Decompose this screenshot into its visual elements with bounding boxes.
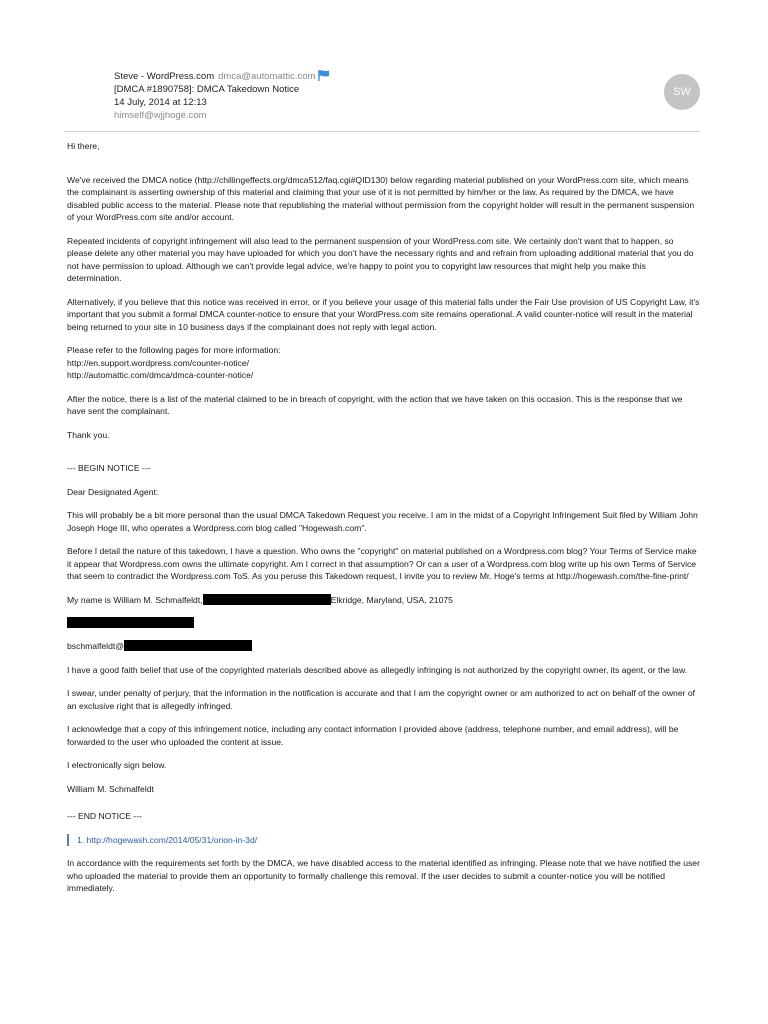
email-prefix: bschmalfeldt@ bbox=[67, 641, 124, 651]
redacted-address bbox=[203, 594, 331, 605]
notice-paragraph-question: Before I detail the nature of this takedown, I have a question. Who owns the "copyright" on material published on a Wordpress.com blog? Your Terms of Service make it appear that Wordpress.com owns the ultimate copyright. Am I correct in that assumption? Or can a user of a Wordpress.com blog write up his own Terms of Service that seem to contradict the Wordpress.com ToS. As you peruse this Takedown request, I invite you to review Mr. Hoge's terms at http://hogewash.com/the-fine-print/ bbox=[67, 546, 697, 581]
paragraph-after-notice: After the notice, there is a list of the material claimed to be in breach of copyright, with the action that we have taken on this occasion. This is the response that we have sent the complainant. bbox=[67, 393, 683, 416]
name-suffix: Elkridge, Maryland, USA, 21075 bbox=[330, 594, 453, 605]
sender-name[interactable]: Steve - WordPress.com bbox=[114, 71, 215, 82]
begin-notice-marker: --- BEGIN NOTICE --- bbox=[67, 463, 151, 473]
flag-icon[interactable] bbox=[318, 70, 330, 85]
redacted-email-domain bbox=[124, 640, 252, 651]
notice-email-line bbox=[67, 640, 701, 653]
paragraph-dmca-received: We've received the DMCA notice (http://chillingeffects.org/dmca512/faq.cgi#QID130) below regarding material published on your WordPress.com site, which means the complainant is asserting ownership of this material and claiming that your use of it is not permitted by him/her or the law. As required by the DMCA, we have disabled public access to the material. Please note that republishing the material without permission from the copyright holder will result in the permanent suspension of your WordPress.com site and/or account. bbox=[67, 174, 695, 222]
paragraph-more-info bbox=[67, 344, 701, 382]
thank-you: Thank you. bbox=[67, 429, 110, 440]
dmca-counter-notice-link[interactable]: http://automattic.com/dmca/dmca-counter-notice/ bbox=[67, 370, 254, 380]
signature: William M. Schmalfeldt bbox=[67, 783, 154, 794]
notice-name-line bbox=[67, 594, 701, 607]
paragraph-counter-notice: Alternatively, if you believe that this notice was received in error, or if you believe your usage of this material falls under the Fair Use provision of US Copyright Law, it's important that you submit a formal DMCA counter-notice to ensure that your WordPress.com site remains operational. A valid counter-notice will result in the material being returned to your site in 10 business days if the complainant does not reply with legal action. bbox=[67, 296, 700, 332]
greeting: Hi there, bbox=[67, 141, 100, 151]
notice-good-faith: I have a good faith belief that use of the copyrighted materials described above as allegedly infringing is not authorized by the copyright owner, its agent, or the law. bbox=[67, 664, 688, 675]
subject-value: [DMCA #1890758]: DMCA Takedown Notice bbox=[114, 84, 300, 95]
email-header bbox=[0, 66, 768, 128]
name-prefix: My name is William M. Schmalfeldt, bbox=[67, 594, 203, 605]
salutation: Dear Designated Agent: bbox=[67, 486, 159, 497]
paragraph-repeated-incidents: Repeated incidents of copyright infringement will also lead to the permanent suspension of your WordPress.com site. We certainly don't want that to happen, so please delete any other material you may have uploaded for which you don't have the necessary rights and and refrain from uploading additional material that you do not have permission to upload. Although we can't provide legal advice, we're happy to point you to copyright law resources that might help you make this determination. bbox=[67, 235, 694, 283]
reference-link[interactable]: 1. http://hogewash.com/2014/05/31/orion-in-3d/ bbox=[67, 834, 701, 847]
end-notice-marker: --- END NOTICE --- bbox=[67, 811, 142, 821]
notice-sign: I electronically sign below. bbox=[67, 760, 167, 770]
sender-email[interactable]: dmca@automattic.com bbox=[218, 71, 316, 82]
redacted-phone bbox=[67, 617, 194, 628]
counter-notice-link[interactable]: http://en.support.wordpress.com/counter-notice/ bbox=[67, 357, 249, 368]
recipient-email[interactable]: himself@wjjhoge.com bbox=[114, 110, 207, 121]
header-divider bbox=[64, 131, 700, 132]
avatar[interactable]: SW bbox=[664, 74, 700, 110]
notice-paragraph-intro: This will probably be a bit more personal than the usual DMCA Takedown Request you receive. I am in the midst of a Copyright Infringement Suit filed by William John Joseph Hoge III, who operates a Wordpress.com blog called "Hogewash.com". bbox=[67, 510, 698, 533]
final-paragraph: In accordance with the requirements set forth by the DMCA, we have disabled access to the material identified as infringing. Please note that we have notified the user who uploaded the material to provide them an opportunity to formally challenge this removal. If the user decides to submit a counter-notice you will be notified immediately. bbox=[67, 858, 700, 893]
email-body bbox=[67, 140, 701, 958]
date-value: 14 July, 2014 at 12:13 bbox=[114, 97, 207, 108]
more-info-intro: Please refer to the following pages for more information: bbox=[67, 345, 281, 355]
notice-perjury: I swear, under penalty of perjury, that the information in the notification is accurate and that I am the copyright owner or am authorized to act on behalf of the owner of an exclusive right that is allegedly infringed. bbox=[67, 688, 696, 711]
notice-acknowledge: I acknowledge that a copy of this infringement notice, including any contact information I provided above (address, telephone number, and email address), will be forwarded to the user who uploaded the content at issue. bbox=[67, 724, 679, 747]
